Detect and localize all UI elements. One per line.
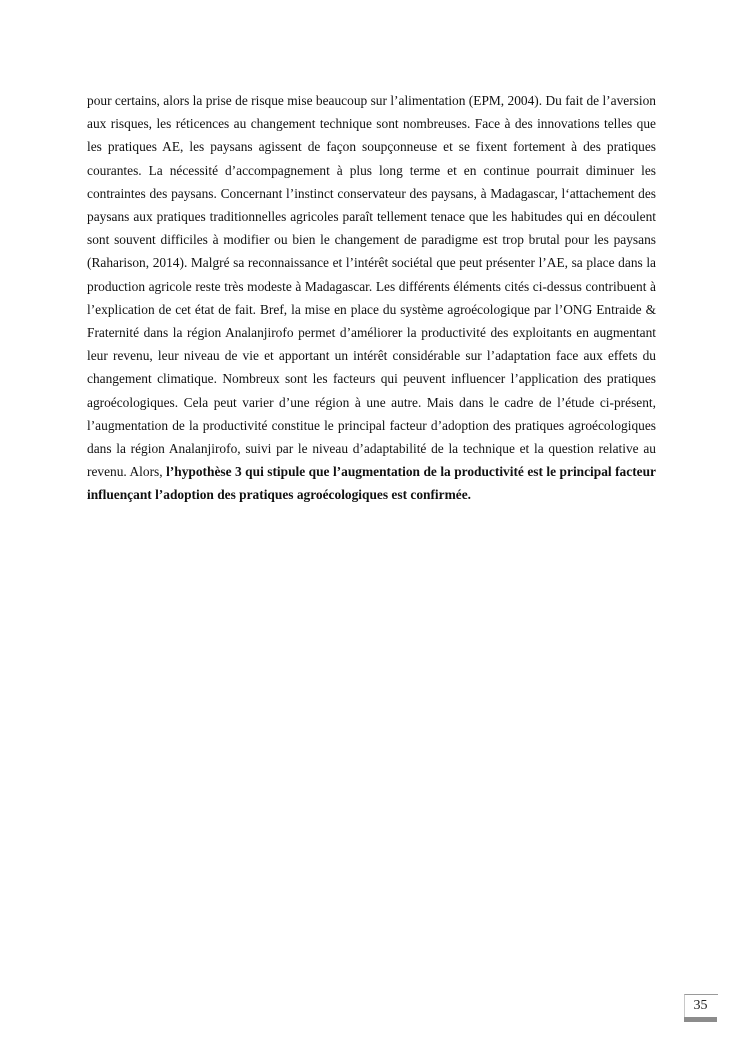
page-number: 35 bbox=[693, 998, 708, 1013]
paragraph-text: pour certains, alors la prise de risque mise beaucoup sur l’alimentation (EPM, 2004). Du fait de l’aversion aux risques, les réticences au changement technique sont nombreuses. Face à des innovations telles que les pratiques AE, les paysans agissent de façon soupçonneuse et se fixent fortement à des pratiques courantes. La nécessité d’accompagnement à plus long terme et en continue pourrait diminuer les contraintes des paysans. Concernant l’instinct conservateur des paysans, à Madagascar, l‘attachement des paysans aux pratiques traditionnelles agricoles paraît tellement tenace que les habitudes qui en découlent sont souvent difficiles à modifier ou bien le changement de paradigme est trop brutal pour les paysans (Raharison, 2014). Malgré sa reconnaissance et l’intérêt sociétal que peut présenter l’AE, sa place dans la production agricole reste très modeste à Madagascar. Les différents éléments cités ci-dessus contribuent à l’explication de cet état de fait. Bref, la mise en place du système agroécologique par l’ONG Entraide & Fraternité dans la région Analanjirofo permet d’améliorer la productivité des exploitants en augmentant leur revenu, leur niveau de vie et apportant un intérêt considérable sur l’adaptation face aux effets du changement climatique. Nombreux sont les facteurs qui peuvent influencer l’application des pratiques agroécologiques. Cela peut varier d’une région à une autre. Mais dans le cadre de l’étude ci-présent, l’augmentation de la productivité constitue le principal facteur d’adoption des pratiques agroécologiques dans la région Analanjirofo, suivi par le niveau d’adaptabilité de la technique et la question relative au revenu. Alors, bbox=[87, 93, 656, 480]
page-number-bar bbox=[684, 1017, 717, 1022]
hypothesis-conclusion: l’hypothèse 3 qui stipule que l’augmentation de la productivité est le principal facteur influençant l’adoption des pratiques agroécologiques est confirmée. bbox=[87, 464, 656, 503]
body-paragraph bbox=[87, 89, 656, 507]
